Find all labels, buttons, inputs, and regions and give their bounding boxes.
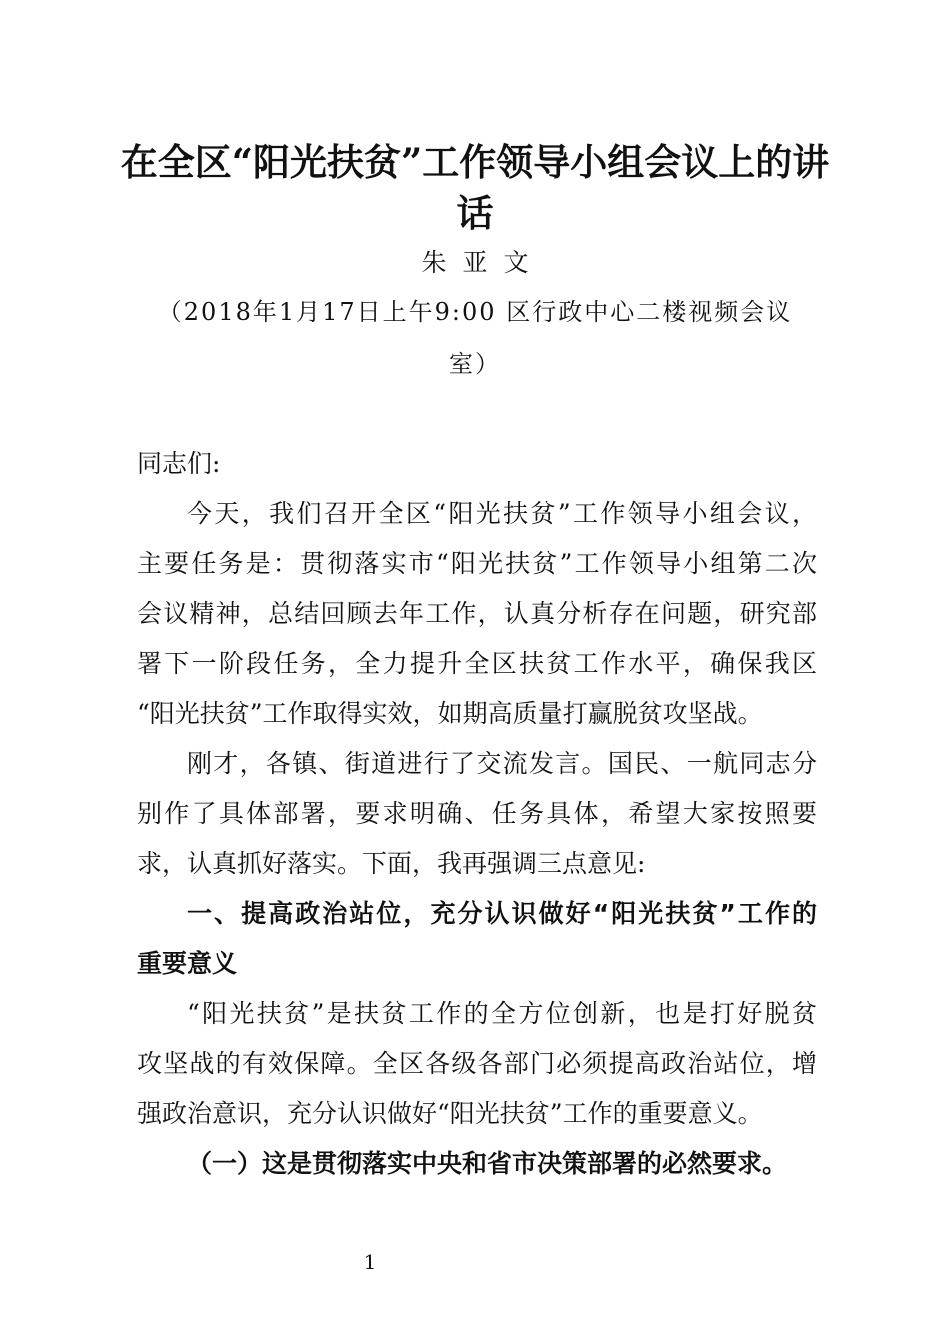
document-title-line-2: 话	[456, 191, 494, 235]
subsection-heading: （一）这是贯彻落实中央和省市决策部署的必然要求。	[187, 1149, 788, 1178]
paragraph-line: 今天，我们召开全区“阳光扶贫”工作领导小组会议，	[187, 499, 817, 528]
meeting-info-line-1: （2018年1月17日上午9:00 区行政中心二楼视频会议	[157, 298, 793, 326]
author-name: 朱亚文	[421, 248, 545, 277]
paragraph-line: 求，认真抓好落实。下面，我再强调三点意见:	[137, 849, 646, 878]
section-heading-line: 重要意义	[137, 949, 238, 978]
paragraph-line: “阳光扶贫”是扶贫工作的全方位创新，也是打好脱贫	[187, 999, 817, 1028]
document-title-line-1: 在全区“阳光扶贫”工作领导小组会议上的讲	[120, 140, 830, 184]
paragraph-line: 强政治意识，充分认识做好“阳光扶贫”工作的重要意义。	[137, 1099, 763, 1128]
salutation: 同志们:	[137, 449, 221, 478]
paragraph-line: 攻坚战的有效保障。全区各级各部门必须提高政治站位，增	[137, 1049, 817, 1078]
paragraph-line: 刚才，各镇、街道进行了交流发言。国民、一航同志分	[187, 749, 817, 778]
paragraph-line: “阳光扶贫”工作取得实效，如期高质量打赢脱贫攻坚战。	[137, 699, 763, 728]
paragraph-line: 主要任务是：贯彻落实市“阳光扶贫”工作领导小组第二次	[137, 549, 817, 578]
paragraph-line: 署下一阶段任务，全力提升全区扶贫工作水平，确保我区	[137, 649, 817, 678]
page-number: 1	[363, 1250, 377, 1274]
meeting-info-line-2: 室）	[449, 350, 501, 378]
paragraph-line: 别作了具体部署，要求明确、任务具体，希望大家按照要	[137, 799, 817, 828]
paragraph-line: 会议精神，总结回顾去年工作，认真分析存在问题，研究部	[137, 599, 817, 628]
section-heading-line: 一、提高政治站位，充分认识做好“阳光扶贫”工作的	[187, 899, 817, 928]
